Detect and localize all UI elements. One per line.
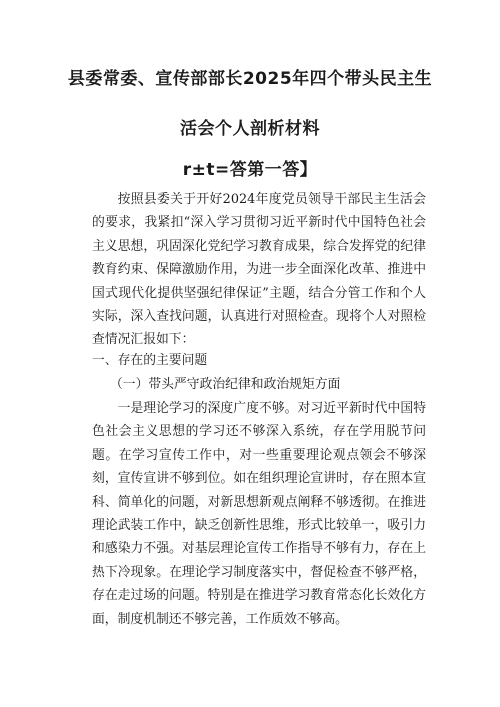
intro-paragraph-block <box>92 188 426 352</box>
subsection-heading: （一）带头严守政治纪律和政治规矩方面 <box>110 377 341 392</box>
document-subtitle-line: r±t=答第一答】 <box>182 160 318 180</box>
body-paragraph-block <box>92 397 426 631</box>
document-title-line-1: 县委常委、宣传部部长2025年四个带头民主生 <box>67 69 433 89</box>
intro-paragraph: 按照县委关于开好2024年度党员领导干部民主生活会的要求，我紧扣“深入学习贯彻习近平新时代中国特色社会主义思想，巩固深化党纪学习教育成果，综合发挥党的纪律教育约束、保障激励作用，为进一步全面深化改革、推进中国式现代化提供坚强纪律保证”主题，结合分管工作和个人实际，深入查找问题，认真进行对照检查。现将个人对照检查情况汇报如下： <box>92 192 426 348</box>
body-paragraph: 一是理论学习的深度广度不够。对习近平新时代中国特色社会主义思想的学习还不够深入系统，存在学用脱节问题。在学习宣传工作中，对一些重要理论观点领会不够深刻，宣传宣讲不够到位。如在组织理论宣讲时，存在照本宣科、简单化的问题，对新思想新观点阐释不够透彻。在推进理论武装工作中，缺乏创新性思维，形式比较单一，吸引力和感染力不强。对基层理论宣传工作指导不够有力，存在上热下冷现象。在理论学习制度落实中，督促检查不够严格，存在走过场的问题。特别是在推进学习教育常态化长效化方面，制度机制还不够完善，工作质效不够高。 <box>92 401 426 627</box>
document-title-line-2: 活会个人剖析材料 <box>180 119 320 139</box>
section-heading: 一、存在的主要问题 <box>92 353 208 368</box>
